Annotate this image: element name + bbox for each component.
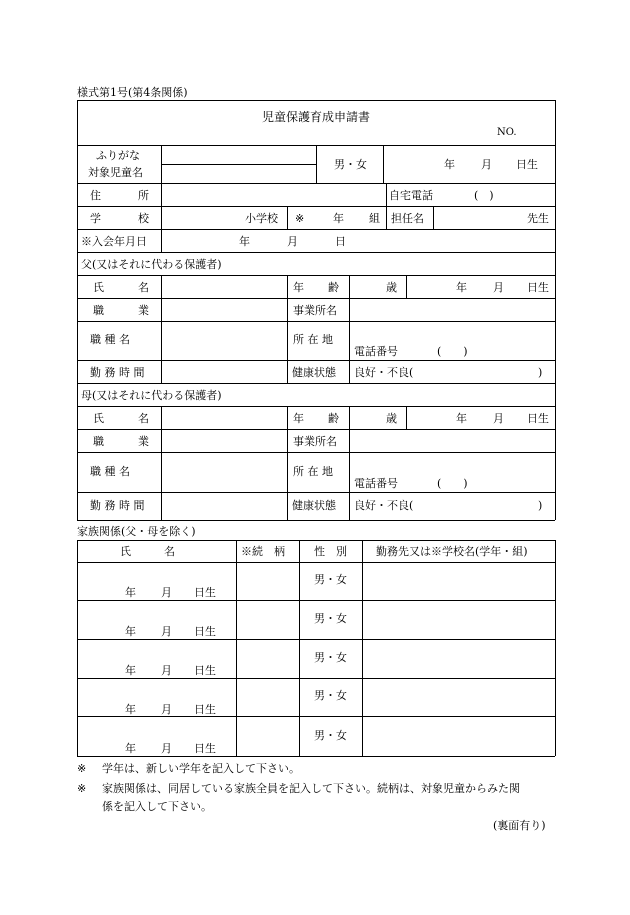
rule-father-col3 [349,275,350,383]
rule-father-col1 [161,275,162,383]
family-row-year: 年 [125,742,136,755]
family-row-year: 年 [125,586,136,599]
reverse-side-note: (裏面有り) [493,819,546,832]
table-border-bottom [77,520,555,521]
father-hours-label: 勤 務 時 間 [90,366,145,379]
rule-child-col1 [161,145,162,252]
child-gender[interactable]: 男・女 [334,158,367,171]
father-office-label: 事業所名 [293,304,337,317]
family-row-year: 年 [125,703,136,716]
rule-mother-type-top [77,452,555,453]
family-col-gender: 性 別 [314,545,347,558]
family-row-day: 日生 [194,625,216,638]
mother-name-label-2: 名 [138,412,149,425]
father-office-input[interactable] [351,300,554,320]
form-title: 児童保護育成申請書 [262,110,371,124]
father-hours-input[interactable] [163,362,286,382]
family-row-day: 日生 [194,586,216,599]
furigana-label: ふりがな [96,149,140,162]
family-rule-1 [77,600,555,601]
father-job-type-input[interactable] [163,323,286,359]
mother-hours-label: 勤 務 時 間 [90,499,145,512]
elementary-school: 小学校 [245,212,278,225]
family-col-relation: ※続 柄 [241,545,285,558]
mother-job-type-input[interactable] [163,454,286,491]
mother-birth-year: 年 [456,412,467,425]
grade-mark: ※ [295,212,305,225]
family-row-gender[interactable]: 男・女 [314,573,347,586]
family-row-month: 月 [161,703,172,716]
family-rule-header [77,562,555,563]
home-phone-paren[interactable]: ( ) [474,189,494,202]
father-birth-day: 日生 [527,281,549,294]
mother-job-input[interactable] [163,431,286,451]
family-row-gender[interactable]: 男・女 [314,612,347,625]
rule-furigana [161,164,316,165]
mother-name-label-1: 氏 [93,412,104,425]
father-age-unit: 歳 [386,281,397,294]
note2-text-line1: 家族関係は、同居している家族全員を記入して下さい。続柄は、対象児童からみた関 [102,782,520,795]
mother-birth-day: 日生 [527,412,549,425]
father-birth-year: 年 [456,281,467,294]
enroll-day: 日 [335,235,346,248]
father-name-input[interactable] [163,277,286,297]
child-name-input[interactable] [163,166,315,182]
enroll-month: 月 [287,235,298,248]
table-border-right [555,100,556,520]
class-label: 組 [369,212,380,225]
table-border-left [77,100,78,520]
family-col-1 [236,540,237,756]
mother-job-label-1: 職 [93,435,104,448]
form-number: 様式第1号(第4条関係) [77,86,188,99]
father-health-label: 健康状態 [292,366,336,379]
rule-teacher-col [433,206,434,229]
father-phone-paren[interactable]: ( ) [437,345,468,358]
father-header: 父(又はそれに代わる保護者) [81,258,222,271]
father-job-label-1: 職 [93,304,104,317]
family-row-month: 月 [161,586,172,599]
rule-child-col3 [383,145,384,183]
family-row-year: 年 [125,664,136,677]
note1-text: 学年は、新しい学年を記入して下さい。 [102,762,300,775]
mother-age-label-2: 齢 [328,412,339,425]
table-border-top [77,100,555,101]
no-label: NO. [497,127,517,138]
rule-mother-name-top [77,406,555,407]
family-row-gender[interactable]: 男・女 [314,651,347,664]
family-row-month: 月 [161,625,172,638]
mother-office-label: 事業所名 [293,435,337,448]
family-border-bottom [77,756,555,757]
mother-health-close: ) [538,499,543,512]
mother-location-label: 所 在 地 [293,465,333,478]
father-job-type-label: 職 種 名 [90,333,130,346]
family-border-top [77,540,555,541]
father-health-value[interactable]: 良好・不良( [354,366,414,379]
father-location-label: 所 在 地 [293,333,333,346]
rule-address-top [77,183,555,184]
rule-father-job-top [77,298,555,299]
teacher-suffix: 先生 [527,212,549,225]
family-rule-3 [77,678,555,679]
mother-phone-label: 電話番号 [354,477,398,490]
family-rule-4 [77,716,555,717]
family-row-day: 日生 [194,703,216,716]
note2-mark: ※ [77,782,87,795]
family-border-left [77,540,78,756]
mother-header: 母(又はそれに代わる保護者) [81,389,222,402]
school-label-2: 校 [138,212,149,225]
family-row-day: 日生 [194,664,216,677]
mother-job-label-2: 業 [138,435,149,448]
rule-school-top [77,206,555,207]
rule-father-header-top [77,252,555,253]
enroll-label: ※入会年月日 [81,235,147,248]
father-name-label-2: 名 [138,281,149,294]
mother-age-unit: 歳 [386,412,397,425]
rule-mother-col3 [349,406,350,520]
family-col-3 [362,540,363,756]
father-phone-label: 電話番号 [354,345,398,358]
family-row-gender[interactable]: 男・女 [314,689,347,702]
rule-father-name-top [77,275,555,276]
father-health-close: ) [538,366,543,379]
family-row-gender[interactable]: 男・女 [314,729,347,742]
teacher-label: 担任名 [391,212,424,225]
family-rule-2 [77,639,555,640]
family-row-month: 月 [161,664,172,677]
family-col-name: 氏 名 [120,545,175,558]
rule-father-col2 [287,275,288,383]
rule-mother-job-top [77,429,555,430]
rule-mother-col4 [406,406,407,429]
rule-mother-header-top [77,383,555,384]
note1-mark: ※ [77,762,87,775]
child-birth-day: 日生 [516,158,538,171]
father-birth-month: 月 [493,281,504,294]
father-job-input[interactable] [163,300,286,320]
rule-father-hours-top [77,360,555,361]
family-row-year: 年 [125,625,136,638]
father-age-label-1: 年 [293,281,304,294]
mother-health-label: 健康状態 [292,499,336,512]
family-row-day: 日生 [194,742,216,755]
father-job-label-2: 業 [138,304,149,317]
note2-text-line2: 係を記入して下さい。 [102,800,212,813]
rule-mother-col2 [287,406,288,520]
home-phone-label: 自宅電話 [389,189,433,202]
rule-child-col2 [316,145,317,183]
father-age-label-2: 齢 [328,281,339,294]
family-col-2 [299,540,300,756]
mother-name-input[interactable] [163,408,286,428]
family-row-month: 月 [161,742,172,755]
mother-health-value[interactable]: 良好・不良( [354,499,414,512]
rule-mother-col1 [161,406,162,520]
family-header: 家族関係(父・母を除く) [77,525,196,538]
child-birth-year: 年 [444,158,455,171]
enroll-year: 年 [239,235,250,248]
rule-enroll-top [77,229,555,230]
grade-label: 年 [333,212,344,225]
address-label-2: 所 [138,189,149,202]
rule-mother-hours-top [77,492,555,493]
rule-father-col4 [406,275,407,298]
rule-father-type-top [77,321,555,322]
family-col-work: 勤務先又は※学校名(学年・組) [376,545,528,558]
mother-job-type-label: 職 種 名 [90,465,130,478]
school-label-1: 学 [90,212,101,225]
rule-phone-col [386,183,387,229]
mother-hours-input[interactable] [163,494,286,518]
furigana-input[interactable] [163,147,315,163]
mother-birth-month: 月 [493,412,504,425]
rule-school-col [287,206,288,229]
address-label-1: 住 [90,189,101,202]
mother-phone-paren[interactable]: ( ) [437,477,468,490]
address-input[interactable] [163,185,383,205]
child-birth-month: 月 [481,158,492,171]
child-name-label: 対象児童名 [88,166,143,179]
father-name-label-1: 氏 [93,281,104,294]
mother-office-input[interactable] [351,431,554,451]
mother-age-label-1: 年 [293,412,304,425]
family-border-right [555,540,556,756]
